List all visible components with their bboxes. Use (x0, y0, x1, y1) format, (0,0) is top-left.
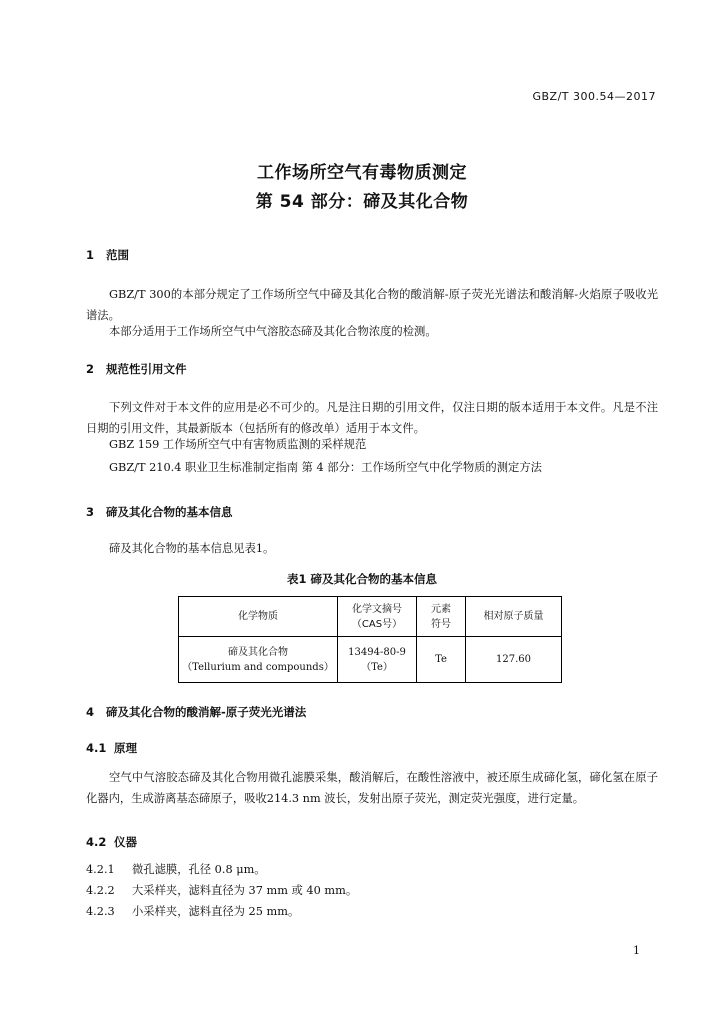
section-number: 3 (86, 505, 95, 519)
item-number: 4.2.1 (86, 863, 115, 876)
substance-name-cn: 碲及其化合物 (228, 646, 288, 658)
section-number: 1 (86, 248, 95, 262)
section-number: 4 (86, 705, 95, 719)
section-1-paragraph-1: GBZ/T 300的本部分规定了工作场所空气中碲及其化合物的酸消解-原子荧光光谱法和酸消解-火焰原子吸收光谱法。 (86, 288, 658, 322)
list-item (86, 860, 266, 880)
substance-name-en: （Tellurium and compounds） (182, 661, 334, 673)
subsection-number: 4.1 (86, 741, 107, 755)
basic-info-table (178, 596, 562, 683)
header-symbol (417, 597, 466, 637)
item-number: 4.2.2 (86, 884, 115, 897)
section-3-heading (86, 504, 233, 520)
section-number: 2 (86, 362, 95, 376)
section-title: 范围 (106, 248, 129, 262)
table-header-row (179, 597, 562, 637)
subsection-4-1-paragraph: 空气中气溶胶态碲及其化合物用微孔滤膜采集，酸消解后，在酸性溶液中，被还原生成碲化氢，碲化氢在原子化器内，生成游离基态碲原子，吸收214.3 nm 波长，发射出原子荧光，测定荧光强度，进行定量。 (86, 771, 658, 805)
section-3-paragraph-1: 碲及其化合物的基本信息见表1。 (109, 542, 275, 555)
item-text: 大采样夹，滤料直径为 37 mm 或 40 mm。 (132, 884, 358, 897)
subsection-number: 4.2 (86, 835, 107, 849)
header-atomic-mass: 相对原子质量 (466, 597, 562, 637)
section-1-heading (86, 247, 129, 263)
cas-number: 13494-80-9 (348, 646, 406, 658)
section-2-heading (86, 361, 187, 377)
section-title: 规范性引用文件 (106, 362, 187, 376)
cell-cas (338, 637, 417, 683)
reference-gbz-159: GBZ 159 工作场所空气中有害物质监测的采样规范 (109, 438, 367, 451)
section-title: 碲及其化合物的基本信息 (106, 505, 233, 519)
item-text: 小采样夹，滤料直径为 25 mm。 (132, 905, 300, 918)
section-title: 碲及其化合物的酸消解-原子荧光光谱法 (106, 705, 307, 719)
table-row (179, 637, 562, 683)
header-substance: 化学物质 (179, 597, 338, 637)
header-cas (338, 597, 417, 637)
list-item (86, 881, 357, 901)
subsection-title: 原理 (114, 741, 137, 755)
subsection-4-1-heading (86, 740, 137, 756)
document-title-line1: 工作场所空气有毒物质测定 (257, 163, 467, 183)
section-2-paragraph-1: 下列文件对于本文件的应用是必不可少的。凡是注日期的引用文件，仅注日期的版本适用于本文件。凡是不注日期的引用文件，其最新版本（包括所有的修改单）适用于本文件。 (86, 401, 658, 435)
table-1-caption: 表1 碲及其化合物的基本信息 (286, 572, 437, 586)
page-number: 1 (633, 944, 640, 957)
subsection-4-2-heading (86, 834, 137, 850)
document-title-line2: 第 54 部分：碲及其化合物 (255, 192, 469, 212)
section-1-paragraph-2: 本部分适用于工作场所空气中气溶胶态碲及其化合物浓度的检测。 (109, 325, 437, 338)
list-item (86, 902, 299, 922)
item-number: 4.2.3 (86, 905, 115, 918)
subsection-title: 仪器 (114, 835, 137, 849)
header-symbol-line2: 符号 (431, 618, 451, 630)
cell-symbol: Te (417, 637, 466, 683)
section-4-heading (86, 704, 306, 720)
standard-code: GBZ/T 300.54—2017 (532, 90, 656, 103)
item-text: 微孔滤膜，孔径 0.8 μm。 (132, 863, 266, 876)
header-symbol-line1: 元素 (431, 603, 451, 615)
reference-gbzt-210-4: GBZ/T 210.4 职业卫生标准制定指南 第 4 部分：工作场所空气中化学物质的测定方法 (109, 461, 542, 474)
cell-substance (179, 637, 338, 683)
cell-atomic-mass: 127.60 (466, 637, 562, 683)
header-cas-line1: 化学文摘号 (352, 603, 402, 615)
header-cas-line2: （CAS号） (351, 618, 403, 630)
cas-subtext: （Te） (361, 661, 393, 673)
